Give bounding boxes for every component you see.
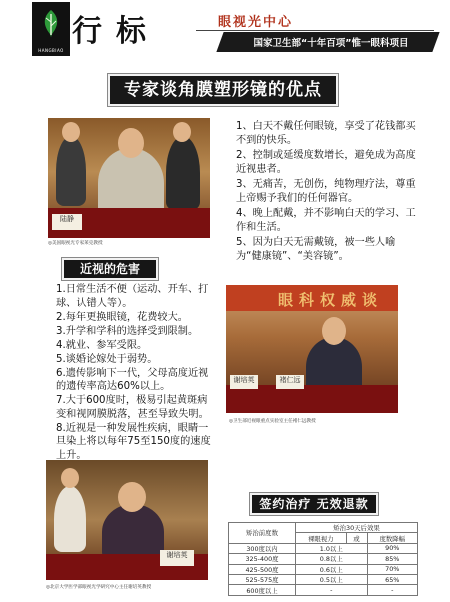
table-row	[229, 543, 418, 553]
table-header-vision: 裸眼视力	[296, 533, 347, 543]
hazards-list	[56, 283, 214, 463]
photo-caption: ◎北京大学医学部眼视光学研究中心主任谢培英教授	[46, 585, 152, 590]
brand-name: 行标	[72, 14, 160, 49]
table-cell: -	[296, 585, 368, 595]
header-divider	[196, 30, 434, 31]
photo-figure-head	[62, 122, 80, 142]
list-item: 2.每年更换眼镜，花费较大。	[56, 311, 188, 323]
table-cell: 525-575度	[229, 574, 296, 584]
list-item: 7.大于600度时，极易引起黄斑病变和视网膜脱落，甚至导致失明。	[56, 395, 209, 420]
list-item: 8.近视是一种发展性疾病，眼睛一旦染上将以每年75至150度的速度上升。	[56, 422, 211, 461]
brand-logo	[32, 2, 70, 56]
list-item: 4、晚上配戴，并不影响白天的学习、工作和生活。	[236, 208, 416, 233]
photo-figure-head	[61, 468, 79, 488]
list-item: 2、控制或延缓度数增长，避免成为高度近视患者。	[236, 150, 416, 175]
table-cell: 85%	[367, 554, 418, 564]
table-header-or: 或	[346, 533, 367, 543]
table-row	[229, 554, 418, 564]
name-card: 谢培英	[230, 375, 258, 389]
photo-conference-speaker	[226, 285, 398, 413]
table-cell: 325-400度	[229, 554, 296, 564]
leaf-logo-icon	[38, 8, 64, 38]
backdrop-text: 眼科权威谈	[278, 291, 384, 309]
list-item: 3.升学和学科的选择受到限制。	[56, 325, 199, 337]
table-row	[229, 564, 418, 574]
name-card: 谢培英	[160, 550, 194, 566]
page-header	[0, 0, 450, 62]
table-row	[229, 574, 418, 584]
list-item: 5.谈婚论嫁处于弱势。	[56, 353, 158, 365]
benefits-list	[236, 120, 416, 265]
logo-wordmark: HANGBIAO	[38, 48, 64, 53]
photo-figure-head	[118, 128, 144, 158]
ribbon-text: 国家卫生部“十年百项”惟一眼科项目	[253, 38, 409, 49]
table-cell: 1.0以上	[296, 543, 368, 553]
table-cell: 90%	[367, 543, 418, 553]
list-item: 3、无痛苦，无创伤，纯物理疗法，尊重上帝赐予我们的任何器官。	[236, 179, 416, 204]
table-cell: 0.8以上	[296, 554, 368, 564]
list-item: 4.就业、参军受限。	[56, 339, 148, 351]
photo-professor	[46, 460, 208, 580]
article-title: 专家谈角膜塑形镜的优点	[124, 80, 322, 100]
photo-figure	[102, 504, 164, 560]
photo-backdrop-banner	[226, 285, 398, 311]
table-cell: -	[367, 585, 418, 595]
photo-table	[226, 385, 398, 413]
table-cell: 600度以上	[229, 585, 296, 595]
table-cell: 65%	[367, 574, 418, 584]
efficacy-table	[228, 522, 418, 596]
photo-expert-speaker	[48, 118, 210, 238]
photo-caption: ◎卫生部近视眼重点实验室主任褚仁远教授	[229, 419, 316, 424]
list-item: 1、白天不戴任何眼镜，享受了花钱都买不到的快乐。	[236, 121, 416, 146]
brand-subtitle: 眼视光中心	[218, 15, 294, 30]
table-header-degree: 矫治前度数	[229, 523, 296, 544]
list-item: 1.日常生活不便（运动、开车、打球、认错人等）。	[56, 284, 209, 309]
contract-heading: 签约治疗 无效退款	[250, 493, 378, 515]
photo-figure-head	[118, 482, 146, 512]
table-header-row	[229, 523, 418, 533]
table-row	[229, 585, 418, 595]
name-card: 褚仁远	[276, 375, 304, 389]
photo-figure	[56, 136, 86, 206]
photo-caption: ◎美国眼视光专家莱克教授	[48, 241, 103, 246]
photo-figure-head	[322, 317, 346, 345]
table-cell: 70%	[367, 564, 418, 574]
table-header-effect: 矫治30天后效果	[296, 523, 418, 533]
table-cell: 0.5以上	[296, 574, 368, 584]
table-header-drop: 度数降幅	[367, 533, 418, 543]
photo-figure-head	[173, 122, 191, 142]
name-card: 陆静	[52, 214, 82, 230]
photo-figure	[54, 486, 86, 552]
table-cell: 300度以内	[229, 543, 296, 553]
hazards-heading: 近视的危害	[62, 258, 158, 280]
list-item: 5、因为白天无需戴镜，被一些人喻为“健康镜”、“美容镜”。	[236, 237, 396, 262]
list-item: 6.遗传影响下一代，父母高度近视的遗传率高达60%以上。	[56, 367, 209, 392]
photo-figure	[166, 136, 200, 210]
article-title-banner	[108, 74, 338, 106]
table-cell: 0.6以上	[296, 564, 368, 574]
table-cell: 425-500度	[229, 564, 296, 574]
